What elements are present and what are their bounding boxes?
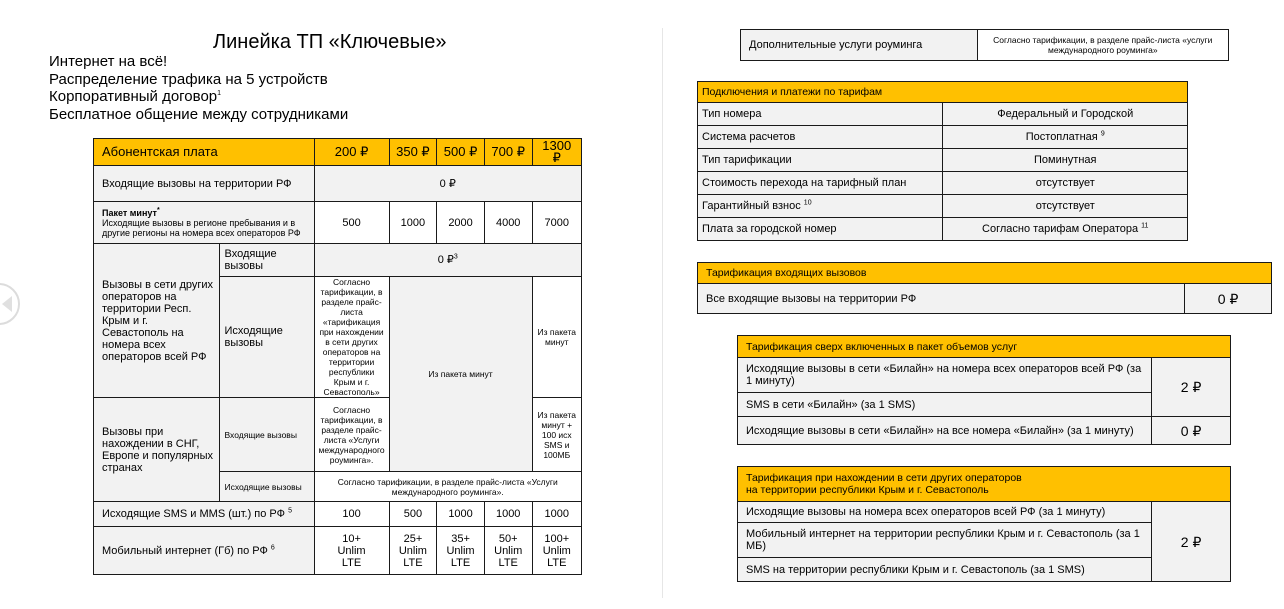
row-value: Согласно тарифам Оператора $^{11}$: [943, 218, 1188, 241]
roaming-services-value: Согласно тарификации, в разделе прайс-листа «услуги международного роуминга»: [977, 30, 1228, 61]
roaming-outgoing-value: Согласно тарификации, в разделе прайс-листа «Услуги международного роуминга».: [314, 472, 581, 502]
row-value: 0 ₽: [1152, 417, 1231, 445]
internet-value: 35+ Unlim LTE: [437, 527, 485, 575]
row-label: Входящие вызовы на территории РФ: [94, 166, 315, 202]
crimea-outgoing-last: Из пакета минут: [532, 277, 581, 398]
roaming-services-table: [740, 29, 1229, 61]
row-label: Исходящие вызовы в сети «Билайн» на все номера «Билайн» (за 1 минуту): [738, 417, 1152, 445]
package-value: 2000: [437, 202, 485, 244]
chevron-left-icon: [2, 296, 12, 312]
monthly-fee-label: Абонентская плата: [94, 139, 315, 166]
outgoing-calls-label: Исходящие вызовы: [220, 277, 314, 398]
table-row: [738, 417, 1231, 445]
table-header-row: [738, 467, 1231, 502]
crimea-calls-label: Вызовы в сети других операторов на территории Респ. Крым и г. Севастополь на номера всех операторов всей РФ: [94, 244, 220, 398]
row-value: Поминутная: [943, 149, 1188, 172]
row-label: Тип тарификации: [698, 149, 943, 172]
roaming-incoming-last: Из пакета минут + 100 исх SMS и 100МБ: [532, 398, 581, 472]
outgoing-calls-label: Исходящие вызовы: [220, 472, 314, 502]
previous-page-button[interactable]: [0, 283, 20, 325]
package-label: Пакет минут* Исходящие вызовы в регионе пребывания и в другие регионы на номера всех операторов РФ: [94, 202, 315, 244]
crimea-incoming-value: 0 ₽$^3$: [314, 244, 581, 277]
feature-item: Распределение трафика на 5 устройств: [49, 70, 328, 88]
row-value: 0 ₽: [314, 166, 581, 202]
crimea-outgoing-tariff: Согласно тарификации, в разделе прайс-листа «тарификация при нахождении в сети других операторов на территории республики Крым и г. Севастополь»: [314, 277, 389, 398]
crimea-outgoing-package: Из пакета минут: [389, 277, 532, 472]
table-row: [94, 244, 582, 277]
table-row: [698, 149, 1188, 172]
table-header-row: [94, 139, 582, 166]
connections-table: [697, 81, 1188, 241]
table-header-row: [738, 336, 1231, 358]
row-value: Постоплатная $^9$: [943, 126, 1188, 149]
price-cell: 350 ₽: [389, 139, 437, 166]
package-value: 4000: [484, 202, 532, 244]
row-label: Все входящие вызовы на территории РФ: [698, 284, 1185, 314]
page-divider: [662, 28, 663, 598]
row-label: Плата за городской номер: [698, 218, 943, 241]
table-header-row: [698, 82, 1188, 103]
table-row: [94, 202, 582, 244]
package-value: 1000: [389, 202, 437, 244]
sms-value: 1000: [532, 502, 581, 527]
table-row: [738, 502, 1231, 523]
row-value: отсутствует: [943, 172, 1188, 195]
table-row: [94, 502, 582, 527]
internet-value: 100+ Unlim LTE: [532, 527, 581, 575]
table-row: [698, 284, 1272, 314]
table-row: [698, 103, 1188, 126]
table-row: [94, 527, 582, 575]
feature-item: Интернет на всё!: [49, 53, 168, 70]
table-row: [94, 166, 582, 202]
internet-value: 10+ Unlim LTE: [314, 527, 389, 575]
row-value: отсутствует: [943, 195, 1188, 218]
table-row: [738, 358, 1231, 393]
row-label: Гарантийный взнос $^{10}$: [698, 195, 943, 218]
price-cell: 1300 ₽: [532, 139, 581, 166]
price-cell: 500 ₽: [437, 139, 485, 166]
internet-value: 25+ Unlim LTE: [389, 527, 437, 575]
section-header: Подключения и платежи по тарифам: [698, 82, 1188, 103]
package-value: 500: [314, 202, 389, 244]
row-value: 0 ₽: [1185, 284, 1272, 314]
roaming-incoming-tariff: Согласно тарификации, в разделе прайс-листа «Услуги международного роуминга».: [314, 398, 389, 472]
row-label: Исходящие вызовы в сети «Билайн» на номера всех операторов всей РФ (за 1 минуту): [738, 358, 1152, 393]
table-row: [741, 30, 1229, 61]
table-row: [698, 126, 1188, 149]
roaming-services-label: Дополнительные услуги роуминга: [741, 30, 978, 61]
feature-item: Корпоративный договор$^1$: [49, 88, 222, 105]
sms-value: 100: [314, 502, 389, 527]
table-row: [698, 218, 1188, 241]
sms-value: 1000: [437, 502, 485, 527]
internet-label: Мобильный интернет (Гб) по РФ $^6$: [94, 527, 315, 575]
section-header: Тарификация сверх включенных в пакет объемов услуг: [738, 336, 1231, 358]
incoming-calls-label: Входящие вызовы: [220, 244, 314, 277]
row-value: 2 ₽: [1152, 502, 1231, 582]
row-label: Исходящие вызовы на номера всех операторов всей РФ (за 1 минуту): [738, 502, 1152, 523]
row-value: Федеральный и Городской: [943, 103, 1188, 126]
row-label: SMS в сети «Билайн» (за 1 SMS): [738, 393, 1152, 417]
row-label: Мобильный интернет на территории республики Крым и г. Севастополь (за 1 МБ): [738, 523, 1152, 558]
crimea-tariff-table: [737, 466, 1231, 582]
table-row: [698, 172, 1188, 195]
table-header-row: [698, 263, 1272, 284]
internet-value: 50+ Unlim LTE: [484, 527, 532, 575]
tariff-table: [93, 138, 582, 575]
row-label: Стоимость перехода на тарифный план: [698, 172, 943, 195]
price-cell: 700 ₽: [484, 139, 532, 166]
roaming-calls-label: Вызовы при нахождении в СНГ, Европе и популярных странах: [94, 398, 220, 502]
sms-label: Исходящие SMS и MMS (шт.) по РФ $^5$: [94, 502, 315, 527]
row-label: Система расчетов: [698, 126, 943, 149]
package-value: 7000: [532, 202, 581, 244]
section-header: Тарификация входящих вызовов: [698, 263, 1272, 284]
feature-item: Бесплатное общение между сотрудниками: [49, 105, 349, 123]
incoming-calls-label: Входящие вызовы: [220, 398, 314, 472]
row-label: SMS на территории республики Крым и г. Севастополь (за 1 SMS): [738, 558, 1152, 582]
section-header: Тарификация при нахождении в сети других операторов на территории республики Крым и г. Севастополь: [738, 467, 1231, 502]
sms-value: 1000: [484, 502, 532, 527]
incoming-tariff-table: [697, 262, 1272, 314]
row-label: Тип номера: [698, 103, 943, 126]
feature-list: [49, 53, 348, 123]
extra-tariff-table: [737, 335, 1231, 445]
page-title: Линейка ТП «Ключевые»: [213, 31, 447, 53]
table-row: [698, 195, 1188, 218]
sms-value: 500: [389, 502, 437, 527]
row-value: 2 ₽: [1152, 358, 1231, 417]
price-cell: 200 ₽: [314, 139, 389, 166]
